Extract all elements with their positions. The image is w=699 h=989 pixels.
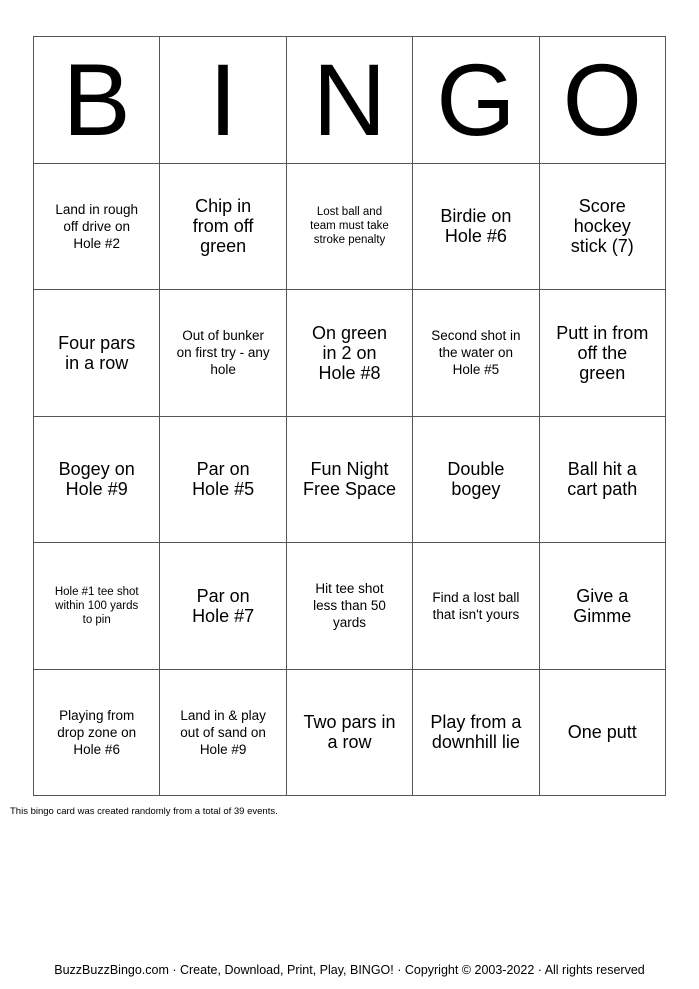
square-text: Give a Gimme <box>573 585 632 626</box>
square-text: Bogey on Hole #9 <box>58 459 135 500</box>
bingo-square <box>540 670 666 797</box>
header-letter: O <box>562 42 642 157</box>
bingo-square <box>34 543 160 670</box>
bingo-square <box>160 670 286 797</box>
square-text: Find a lost ball that isn't yours <box>432 589 520 622</box>
bingo-square <box>540 543 666 670</box>
square-text: Play from a downhill lie <box>430 712 522 753</box>
square-text: Hit tee shot less than 50 yards <box>313 581 386 631</box>
header-letter: I <box>208 42 238 157</box>
header-letter: B <box>62 42 131 157</box>
square-text: Playing from drop zone on Hole #6 <box>57 707 137 757</box>
bingo-square <box>287 670 413 797</box>
square-text: Lost ball and team must take stroke penalty <box>310 206 389 247</box>
square-text: On green in 2 on Hole #8 <box>311 322 388 383</box>
square-text: Birdie on Hole #6 <box>440 206 512 247</box>
bingo-square <box>413 417 539 544</box>
bingo-square <box>287 164 413 291</box>
header-cell-n <box>287 37 413 164</box>
square-text: Par on Hole #7 <box>192 585 255 626</box>
bingo-card <box>33 36 666 796</box>
square-text: Putt in from off the green <box>556 322 649 383</box>
bingo-square <box>160 290 286 417</box>
bingo-square <box>540 417 666 544</box>
bingo-square <box>34 290 160 417</box>
square-text: Ball hit a cart path <box>567 459 638 500</box>
square-text: One putt <box>567 722 637 743</box>
bingo-square <box>287 543 413 670</box>
square-text: Land in & play out of sand on Hole #9 <box>180 707 266 757</box>
header-cell-g <box>413 37 539 164</box>
square-text: Double bogey <box>447 459 505 500</box>
bingo-square <box>413 164 539 291</box>
bingo-square <box>413 543 539 670</box>
header-letter: G <box>436 42 516 157</box>
bingo-square <box>540 290 666 417</box>
header-letter: N <box>312 42 387 157</box>
square-text: Chip in from off green <box>192 196 254 257</box>
square-text: Hole #1 tee shot within 100 yards to pin <box>54 585 139 626</box>
bingo-square <box>34 670 160 797</box>
header-cell-b <box>34 37 160 164</box>
bingo-square <box>160 164 286 291</box>
square-text: Score hockey stick (7) <box>570 196 634 257</box>
bingo-square <box>540 164 666 291</box>
square-text: Four pars in a row <box>58 332 136 373</box>
bingo-square <box>413 290 539 417</box>
square-text: Land in rough off drive on Hole #2 <box>55 201 138 251</box>
header-cell-i <box>160 37 286 164</box>
bingo-square <box>160 417 286 544</box>
page-footer: BuzzBuzzBingo.com · Create, Download, Print, Play, BINGO! · Copyright © 2003-2022 · All rights reserved <box>54 963 645 977</box>
square-text: Out of bunker on first try - any hole <box>176 328 270 378</box>
square-text: Fun Night Free Space <box>302 459 397 500</box>
square-text: Second shot in the water on Hole #5 <box>431 328 521 378</box>
bingo-square <box>287 290 413 417</box>
free-space-square <box>287 417 413 544</box>
header-cell-o <box>540 37 666 164</box>
bingo-square <box>34 164 160 291</box>
bingo-square <box>413 670 539 797</box>
bingo-square <box>160 543 286 670</box>
square-text: Par on Hole #5 <box>192 459 255 500</box>
bingo-square <box>34 417 160 544</box>
square-text: Two pars in a row <box>303 712 396 753</box>
card-generation-note: This bingo card was created randomly from a total of 39 events. <box>10 806 278 817</box>
